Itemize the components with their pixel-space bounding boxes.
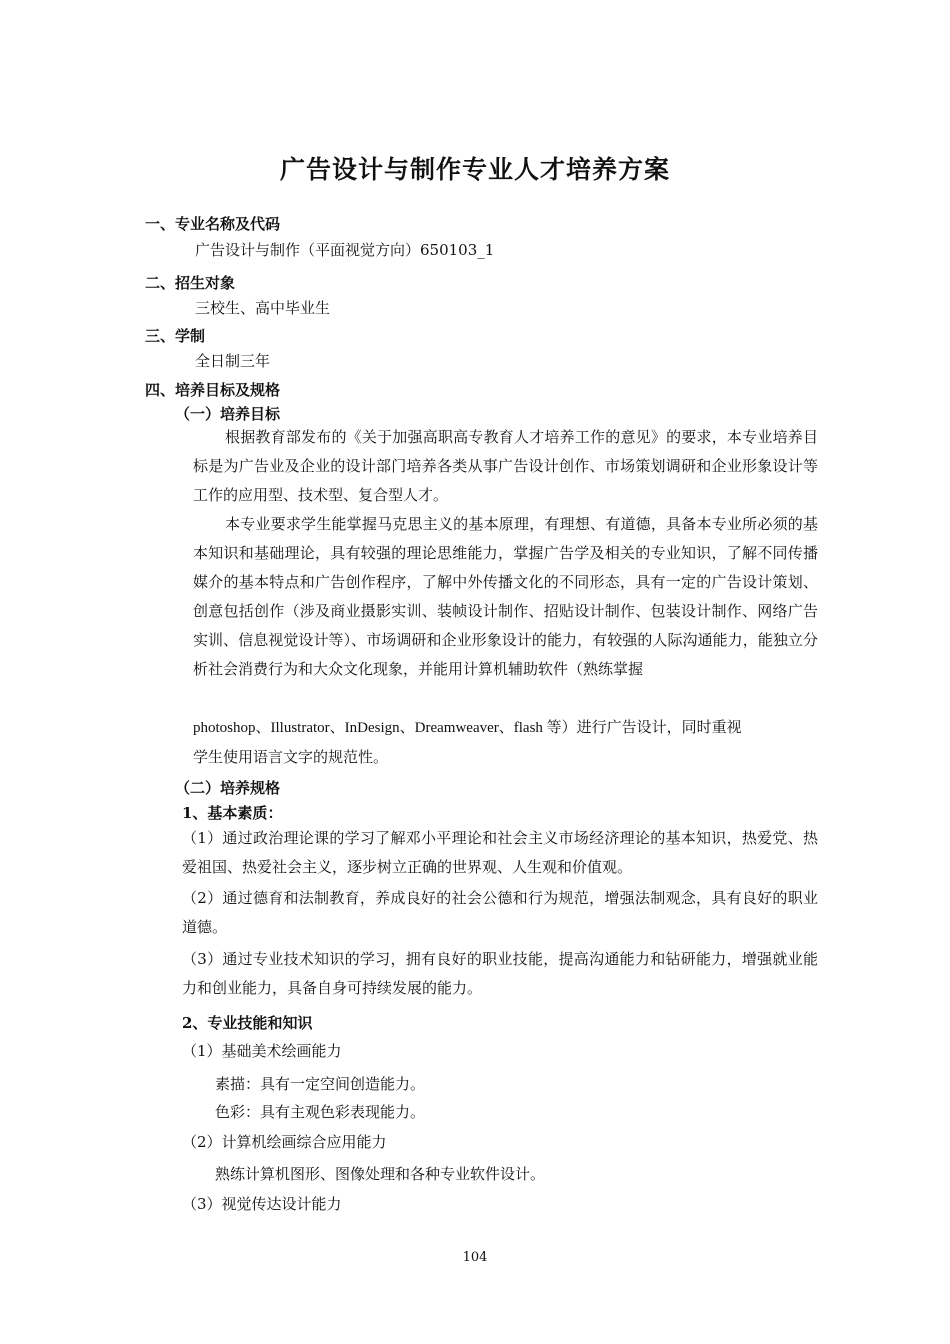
- enrollment-target: 三校生、高中毕业生: [195, 299, 331, 317]
- document-title: 广告设计与制作专业人才培养方案: [279, 155, 670, 184]
- major-name-code: 广告设计与制作（平面视觉方向）650103_1: [195, 241, 495, 259]
- training-goal-paragraph-2-end: 学生使用语言文字的规范性。: [193, 748, 389, 766]
- skill-item-1: （1）基础美术绘画能力: [182, 1042, 342, 1060]
- training-goal-heading: （一）培养目标: [175, 405, 281, 423]
- skill-item-2-detail: 熟练计算机图形、图像处理和各种专业软件设计。: [215, 1165, 546, 1183]
- quality-item-1: （1）通过政治理论课的学习了解邓小平理论和社会主义市场经济理论的基本知识，热爱党、热爱祖国、热爱社会主义，逐步树立正确的世界观、人生观和价值观。: [182, 829, 818, 876]
- skill-item-1-sketch: 素描：具有一定空间创造能力。: [215, 1075, 426, 1093]
- training-goal-paragraph-1: 根据教育部发布的《关于加强高职高专教育人才培养工作的意见》的要求，本专业培养目标是为广告业及企业的设计部门培养各类从事广告设计创作、市场策划调研和企业形象设计等工作的应用型、技术型、复合型人才。: [193, 428, 818, 504]
- training-goal-paragraph-2: 本专业要求学生能掌握马克思主义的基本原理，有理想、有道德，具备本专业所必须的基本知识和基础理论，具有较强的理论思维能力，掌握广告学及相关的专业知识，了解不同传播媒介的基本特点和广告创作程序，了解中外传播文化的不同形态，具有一定的广告设计策划、创意包括创作（涉及商业摄影实训、装帧设计制作、招贴设计制作、包装设计制作、网络广告实训、信息视觉设计等）、市场调研和企业形象设计的能力，有较强的人际沟通能力，能独立分析社会消费行为和大众文化现象，并能用计算机辅助软件（熟练掌握: [193, 515, 818, 678]
- training-spec-heading: （二）培养规格: [175, 779, 281, 797]
- section-1-heading: 一、专业名称及代码: [145, 215, 281, 233]
- skill-item-1-color: 色彩：具有主观色彩表现能力。: [215, 1103, 426, 1121]
- page-number: 104: [462, 1250, 488, 1265]
- skill-item-2: （2）计算机绘画综合应用能力: [182, 1133, 387, 1151]
- basic-quality-heading: 1、基本素质：: [182, 804, 283, 822]
- study-duration: 全日制三年: [195, 352, 271, 370]
- quality-item-2: （2）通过德育和法制教育，养成良好的社会公德和行为规范，增强法制观念，具有良好的职业道德。: [182, 889, 818, 936]
- skill-item-3: （3）视觉传达设计能力: [182, 1195, 342, 1213]
- quality-item-3: （3）通过专业技术知识的学习，拥有良好的职业技能，提高沟通能力和钻研能力，增强就业能力和创业能力，具备自身可持续发展的能力。: [182, 950, 818, 997]
- section-4-heading: 四、培养目标及规格: [145, 381, 281, 399]
- section-3-heading: 三、学制: [145, 327, 206, 345]
- software-list-line: photoshop、Illustrator、InDesign、Dreamweaver、flash 等）进行广告设计，同时重视: [193, 720, 742, 736]
- skills-heading: 2、专业技能和知识: [182, 1014, 313, 1032]
- section-2-heading: 二、招生对象: [145, 274, 236, 292]
